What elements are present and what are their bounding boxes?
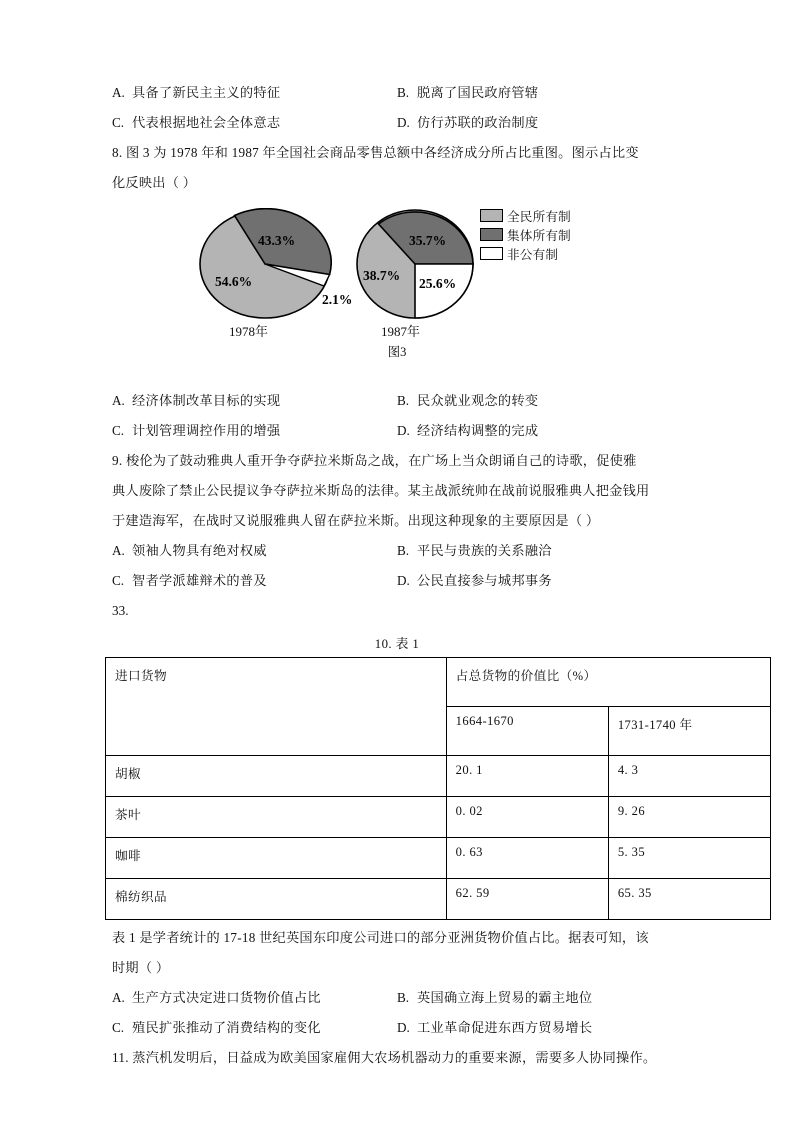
legend-item-non-public — [480, 244, 571, 263]
option-letter: D. — [397, 1020, 410, 1035]
option-d[interactable] — [397, 566, 682, 596]
table-header-value-share: 占总货物的价值比（%） — [446, 658, 770, 707]
cell-period-2: 4. 3 — [608, 756, 770, 797]
question-10-stem-line-1: 表 1 是学者统计的 17-18 世纪英国东印度公司进口的部分亚洲货物价值占比。据表可知，该 — [112, 930, 649, 945]
pie-1978-svg — [198, 208, 332, 320]
pie-chart-1987 — [355, 208, 475, 339]
option-d[interactable] — [397, 416, 682, 446]
import-goods-table — [105, 657, 771, 920]
option-label: 经济体制改革目标的实现 — [132, 393, 281, 408]
question-9-stem-line-1: 9. 梭伦为了鼓动雅典人重开争夺萨拉米斯岛之战，在广场上当众朗诵自己的诗歌，促使雅 — [112, 453, 637, 468]
pie-chart-1978 — [198, 208, 353, 339]
option-letter: A. — [112, 990, 125, 1005]
pie-value-non-public-1987: 25.6% — [419, 276, 457, 291]
option-label: 计划管理调控作用的增强 — [132, 423, 281, 438]
legend-swatch-icon — [480, 247, 503, 260]
cell-period-1: 0. 63 — [446, 838, 608, 879]
table-header-period-2: 1731-1740 年 — [608, 707, 770, 756]
option-b[interactable] — [397, 386, 682, 416]
pie-value-state-owned-1978: 54.6% — [215, 274, 253, 289]
option-label: 生产方式决定进口货物价值占比 — [132, 990, 321, 1005]
option-letter: A. — [112, 85, 125, 100]
option-c[interactable] — [112, 566, 397, 596]
option-d[interactable] — [397, 1013, 682, 1043]
option-b[interactable] — [397, 78, 682, 108]
legend-label: 集体所有制 — [507, 229, 571, 243]
pie-1987-svg — [355, 208, 475, 320]
legend-item-state-owned — [480, 206, 571, 225]
question-8-options-row-1 — [112, 386, 682, 416]
table-header-period-1: 1664-1670 — [446, 707, 608, 756]
option-letter: D. — [397, 573, 410, 588]
option-label: 民众就业观念的转变 — [417, 393, 539, 408]
legend-label: 非公有制 — [507, 248, 559, 262]
option-a[interactable] — [112, 386, 397, 416]
cell-period-2: 65. 35 — [608, 879, 770, 920]
table-1-title: 10. 表 1 — [374, 637, 420, 651]
option-c[interactable] — [112, 416, 397, 446]
question-10-options-row-2 — [112, 1013, 682, 1043]
option-letter: B. — [397, 393, 410, 408]
option-label: 领袖人物具有绝对权威 — [132, 543, 267, 558]
question-9-options-row-1 — [112, 536, 682, 566]
question-7-options-row-2 — [112, 108, 682, 138]
cell-goods: 胡椒 — [106, 756, 447, 797]
cell-period-1: 0. 02 — [446, 797, 608, 838]
option-d[interactable] — [397, 108, 682, 138]
question-9-stem-line-2: 典人废除了禁止公民提议争夺萨拉米斯岛的法律。某主战派统帅在战前说服雅典人把金钱用 — [112, 483, 650, 498]
question-8-stem-line-2: 化反映出（ ） — [112, 175, 197, 190]
option-label: 智者学派雄辩术的普及 — [132, 573, 267, 588]
table-row — [106, 838, 771, 879]
question-8-stem-line-1: 8. 图 3 为 1978 年和 1987 年全国社会商品零售总额中各经济成分所占比重图。图示占比变 — [112, 145, 639, 160]
cell-period-2: 9. 26 — [608, 797, 770, 838]
figure-3 — [112, 204, 682, 364]
option-letter: A. — [112, 543, 125, 558]
option-label: 殖民扩张推动了消费结构的变化 — [132, 1020, 321, 1035]
option-b[interactable] — [397, 983, 682, 1013]
option-c[interactable] — [112, 108, 397, 138]
figure-legend — [480, 206, 571, 263]
option-letter: C. — [112, 1020, 125, 1035]
question-10-options-row-1 — [112, 983, 682, 1013]
option-a[interactable] — [112, 983, 397, 1013]
table-row — [106, 797, 771, 838]
cell-goods: 茶叶 — [106, 797, 447, 838]
pie-value-state-owned-1987: 38.7% — [363, 268, 401, 283]
pie-value-collective-1978: 43.3% — [258, 233, 296, 248]
table-header-goods: 进口货物 — [106, 658, 447, 756]
option-a[interactable] — [112, 536, 397, 566]
cell-period-1: 62. 59 — [446, 879, 608, 920]
cell-goods: 棉纺织品 — [106, 879, 447, 920]
option-b[interactable] — [397, 536, 682, 566]
legend-swatch-icon — [480, 209, 503, 222]
option-letter: C. — [112, 573, 125, 588]
question-number-33: 33. — [112, 603, 129, 618]
legend-item-collective — [480, 225, 571, 244]
legend-label: 全民所有制 — [507, 210, 571, 224]
option-letter: C. — [112, 115, 125, 130]
question-8-options-row-2 — [112, 416, 682, 446]
figure-caption: 图3 — [387, 345, 407, 359]
legend-swatch-icon — [480, 228, 503, 241]
option-label: 公民直接参与城邦事务 — [417, 573, 552, 588]
option-label: 仿行苏联的政治制度 — [417, 115, 539, 130]
option-letter: D. — [397, 115, 410, 130]
option-letter: B. — [397, 990, 410, 1005]
option-label: 经济结构调整的完成 — [417, 423, 539, 438]
question-7-options-row-1 — [112, 78, 682, 108]
option-label: 工业革命促进东西方贸易增长 — [417, 1020, 593, 1035]
question-10-stem-line-2: 时期（ ） — [112, 960, 170, 975]
option-letter: B. — [397, 543, 410, 558]
option-letter: C. — [112, 423, 125, 438]
option-label: 具备了新民主主义的特征 — [132, 85, 281, 100]
option-label: 脱离了国民政府管辖 — [417, 85, 539, 100]
pie-value-non-public-1978: 2.1% — [322, 292, 353, 307]
table-header-row-1 — [106, 658, 771, 707]
cell-goods: 咖啡 — [106, 838, 447, 879]
option-letter: D. — [397, 423, 410, 438]
cell-period-2: 5. 35 — [608, 838, 770, 879]
question-9-options-row-2 — [112, 566, 682, 596]
pie-label-1978: 1978年 — [229, 324, 269, 339]
table-row — [106, 756, 771, 797]
option-label: 英国确立海上贸易的霸主地位 — [417, 990, 593, 1005]
option-letter: A. — [112, 393, 125, 408]
cell-period-1: 20. 1 — [446, 756, 608, 797]
option-a[interactable] — [112, 78, 397, 108]
question-11-stem-line-1: 11. 蒸汽机发明后，日益成为欧美国家雇佣大农场机器动力的重要来源，需要多人协同操作。 — [112, 1050, 657, 1065]
pie-value-collective-1987: 35.7% — [409, 233, 447, 248]
page-content — [112, 78, 693, 1073]
option-label: 平民与贵族的关系融洽 — [417, 543, 552, 558]
question-9-stem-line-3: 于建造海军，在战时又说服雅典人留在萨拉米斯。出现这种现象的主要原因是（ ） — [112, 513, 600, 528]
table-row — [106, 879, 771, 920]
option-c[interactable] — [112, 1013, 397, 1043]
option-label: 代表根据地社会全体意志 — [132, 115, 281, 130]
pie-label-1987: 1987年 — [381, 324, 421, 339]
option-letter: B. — [397, 85, 410, 100]
